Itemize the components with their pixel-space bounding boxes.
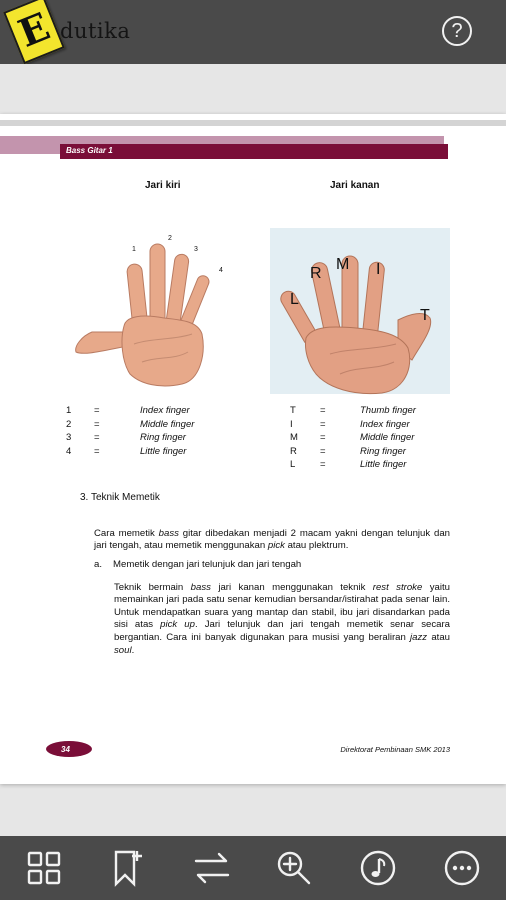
grid-icon <box>26 850 62 886</box>
legend-name: Ring finger <box>360 445 406 457</box>
legend-name: Index finger <box>360 418 410 430</box>
bookmark-add-icon <box>108 849 144 887</box>
app-logo <box>3 0 65 64</box>
right-hand-image <box>270 228 450 394</box>
left-hand-label-3: 3 <box>194 246 198 253</box>
legend-eq: = <box>94 418 100 430</box>
legend-row <box>290 446 416 460</box>
book-page <box>0 114 506 784</box>
top-app-bar <box>0 0 506 64</box>
left-hand-title: Jari kiri <box>145 180 181 191</box>
legend-name: Little finger <box>360 459 407 470</box>
thumbnails-button[interactable] <box>22 846 66 890</box>
page-footer: Direktorat Pembinaan SMK 2013 <box>340 745 450 754</box>
legend-eq: = <box>94 432 100 443</box>
legend-eq: = <box>320 432 326 443</box>
left-hand-image <box>72 234 223 389</box>
legend-row <box>66 432 194 446</box>
page-number: 34 <box>61 744 70 754</box>
legend-eq: = <box>320 418 326 430</box>
more-button[interactable] <box>440 846 484 890</box>
right-hand-label-i: I <box>376 261 381 278</box>
zoom-in-icon <box>275 849 313 887</box>
more-icon <box>443 849 481 887</box>
help-icon: ? <box>451 19 463 42</box>
left-hand-label-1: 1 <box>132 246 136 253</box>
left-finger-legend <box>66 405 194 459</box>
legend-name: Thumb finger <box>360 405 416 416</box>
legend-row <box>290 432 416 446</box>
help-button[interactable] <box>442 16 472 46</box>
legend-eq: = <box>320 459 326 470</box>
legend-name: Little finger <box>140 445 187 457</box>
swap-icon <box>193 850 231 886</box>
legend-key: 2 <box>66 418 72 430</box>
page-mode-button[interactable] <box>190 846 234 890</box>
legend-row <box>66 419 194 433</box>
legend-key: M <box>290 432 298 443</box>
legend-row <box>290 405 416 419</box>
legend-eq: = <box>320 445 326 457</box>
legend-key: I <box>290 418 293 430</box>
legend-row <box>290 459 416 473</box>
legend-name: Index finger <box>140 405 190 416</box>
subsection-heading <box>94 559 301 570</box>
add-bookmark-button[interactable] <box>104 846 148 890</box>
legend-row <box>290 419 416 433</box>
legend-key: R <box>290 445 297 457</box>
legend-name: Middle finger <box>360 432 415 443</box>
legend-eq: = <box>320 405 326 416</box>
legend-row <box>66 446 194 460</box>
left-hand-label-2: 2 <box>168 235 172 242</box>
right-hand-label-t: T <box>420 307 430 324</box>
document-viewer[interactable] <box>0 64 506 836</box>
legend-key: 3 <box>66 432 72 443</box>
zoom-button[interactable] <box>272 846 316 890</box>
music-icon <box>359 849 397 887</box>
logo-letter: E <box>11 3 56 56</box>
audio-button[interactable] <box>356 846 400 890</box>
subsection-paragraph: Teknik bermain bass jari kanan menggunakan teknik rest stroke yaitu memainkan jari pada satu senar kemudian bersandar/istirahat pada senar lain. Untuk mendapatkan suara yang mantap dan stabil, ibu jari disandarkan pada sisi atas pick up. Jari telunjuk dan jari tengah memetik senar secara bergantian. Cara ini banyak digunakan para musisi yang beraliran jazz atau soul. <box>114 581 450 656</box>
subsection-title: Memetik dengan jari telunjuk dan jari tengah <box>113 559 302 570</box>
bottom-toolbar <box>0 836 506 900</box>
legend-eq: = <box>94 405 100 416</box>
body-paragraph: Cara memetik bass gitar dibedakan menjadi 2 macam yakni dengan telunjuk dan jari tengah, atau memetik menggunakan pick atau plektrum. <box>94 527 450 552</box>
legend-key: L <box>290 459 296 470</box>
subsection-label: a. <box>94 559 103 570</box>
right-hand-label-r: R <box>310 265 322 282</box>
logo-text: dutika <box>60 19 131 43</box>
legend-key: 4 <box>66 445 72 457</box>
left-hand-label-4: 4 <box>219 267 223 274</box>
section-heading: 3. Teknik Memetik <box>80 492 160 503</box>
page-number-badge <box>46 741 92 757</box>
legend-name: Middle finger <box>140 418 195 430</box>
page-edge <box>0 120 506 126</box>
legend-key: 1 <box>66 405 72 416</box>
right-hand-label-m: M <box>336 256 350 273</box>
chapter-header <box>60 144 448 159</box>
right-finger-legend <box>290 405 416 473</box>
legend-eq: = <box>94 445 100 457</box>
right-hand-label-l: L <box>290 291 299 308</box>
chapter-title: Bass Gitar 1 <box>66 146 113 155</box>
legend-name: Ring finger <box>140 432 186 443</box>
legend-key: T <box>290 405 296 416</box>
legend-row <box>66 405 194 419</box>
right-hand-title: Jari kanan <box>330 180 380 191</box>
